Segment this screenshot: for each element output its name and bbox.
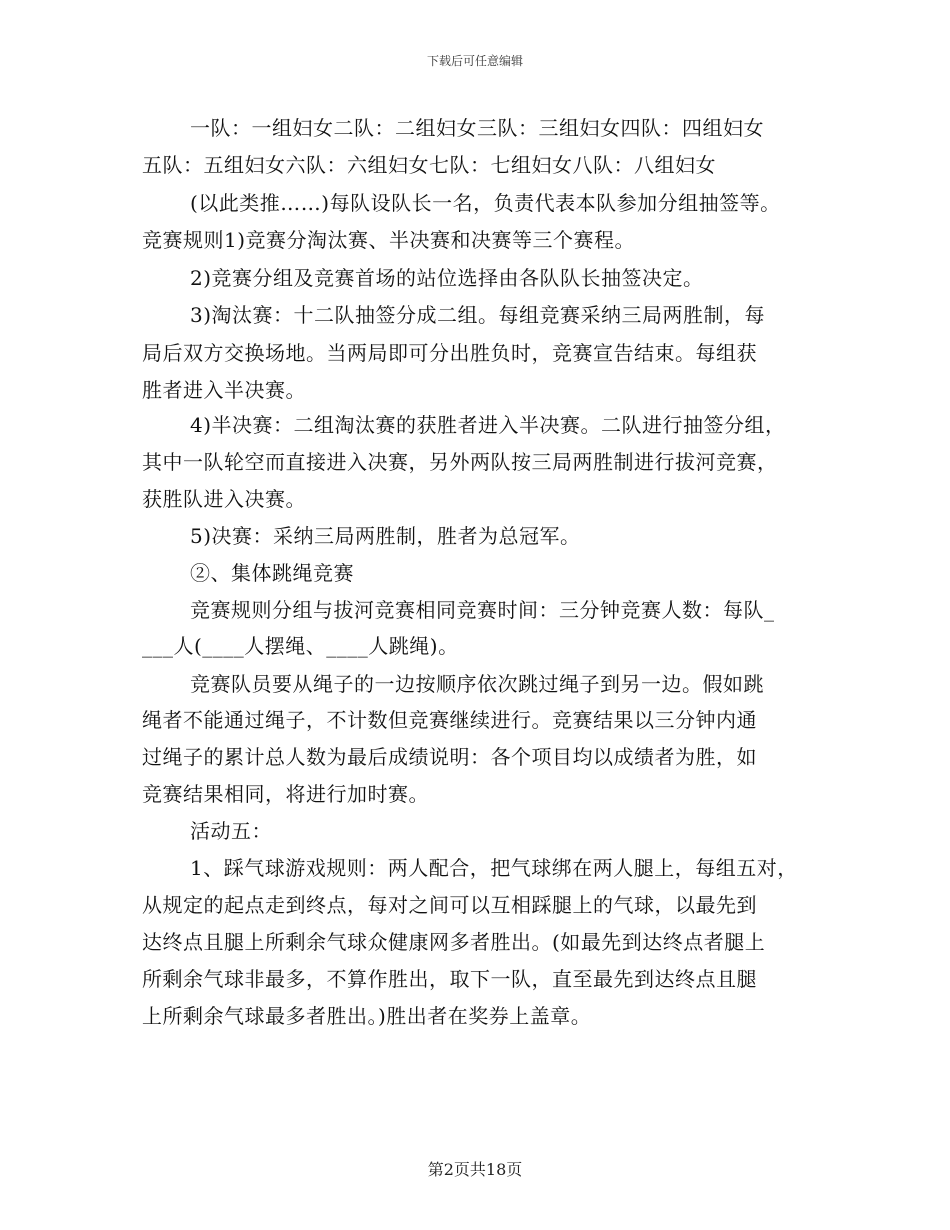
text-line: 局后双方交换场地。当两局即可分出胜负时，竞赛宣告结束。每组获 [142,341,757,365]
text-line: 从规定的起点走到终点，每对之间可以互相踩腿上的气球，以最先到 [142,893,757,917]
text-line: 达终点且腿上所剩余气球众健康网多者胜出。(如最先到达终点者腿上 [142,930,766,954]
text-line: 其中一队轮空而直接进入决赛，另外两队按三局两胜制进行拔河竞赛， [142,450,778,474]
text-line: 竞赛规则分组与拔河竞赛相同竞赛时间：三分钟竞赛人数：每队_ [190,598,775,622]
text-line: 五队：五组妇女六队：六组妇女七队：七组妇女八队：八组妇女 [142,153,716,177]
section-heading: 活动五： [190,819,272,843]
text-line: (以此类推……)每队设队长一名，负责代表本队参加分组抽签等。 [190,191,781,215]
text-line: 5)决赛：采纳三局两胜制，胜者为总冠军。 [190,524,581,548]
text-line: 胜者进入半决赛。 [142,378,306,402]
text-line: 所剩余气球非最多，不算作胜出，取下一队，直至最先到达终点且腿 [142,967,757,991]
page-footer: 第2页共18页 [427,1160,523,1179]
text-line: 一队：一组妇女二队：二组妇女三队：三组妇女四队：四组妇女 [190,116,764,140]
section-heading: ②、集体跳绳竞赛 [190,561,354,585]
text-line: 2)竞赛分组及竞赛首场的站位选择由各队队长抽签决定。 [190,266,704,290]
text-line: 4)半决赛：二组淘汰赛的获胜者进入半决赛。二队进行抽签分组， [190,413,786,437]
text-line: 竞赛队员要从绳子的一边按顺序依次跳过绳子到另一边。假如跳 [190,672,764,696]
text-line: ___人(____人摆绳、____人跳绳)。 [142,634,459,658]
text-line: 竞赛结果相同，将进行加时赛。 [142,782,429,806]
text-line: 绳者不能通过绳子，不计数但竞赛继续进行。竞赛结果以三分钟内通 [142,708,757,732]
page-header: 下载后可任意编辑 [426,54,523,68]
text-line: 获胜队进入决赛。 [142,487,306,511]
text-line: 3)淘汰赛：十二队抽签分成二组。每组竞赛采纳三局两胜制，每 [190,303,766,327]
text-line: 1、踩气球游戏规则：两人配合，把气球绑在两人腿上，每组五对， [190,856,798,880]
text-line: 竞赛规则1)竞赛分淘汰赛、半决赛和决赛等三个赛程。 [142,228,636,252]
text-line: 过绳子的累计总人数为最后成绩说明：各个项目均以成绩者为胜，如 [142,745,757,769]
text-line: 上所剩余气球最多者胜出。)胜出者在奖券上盖章。 [142,1004,592,1028]
